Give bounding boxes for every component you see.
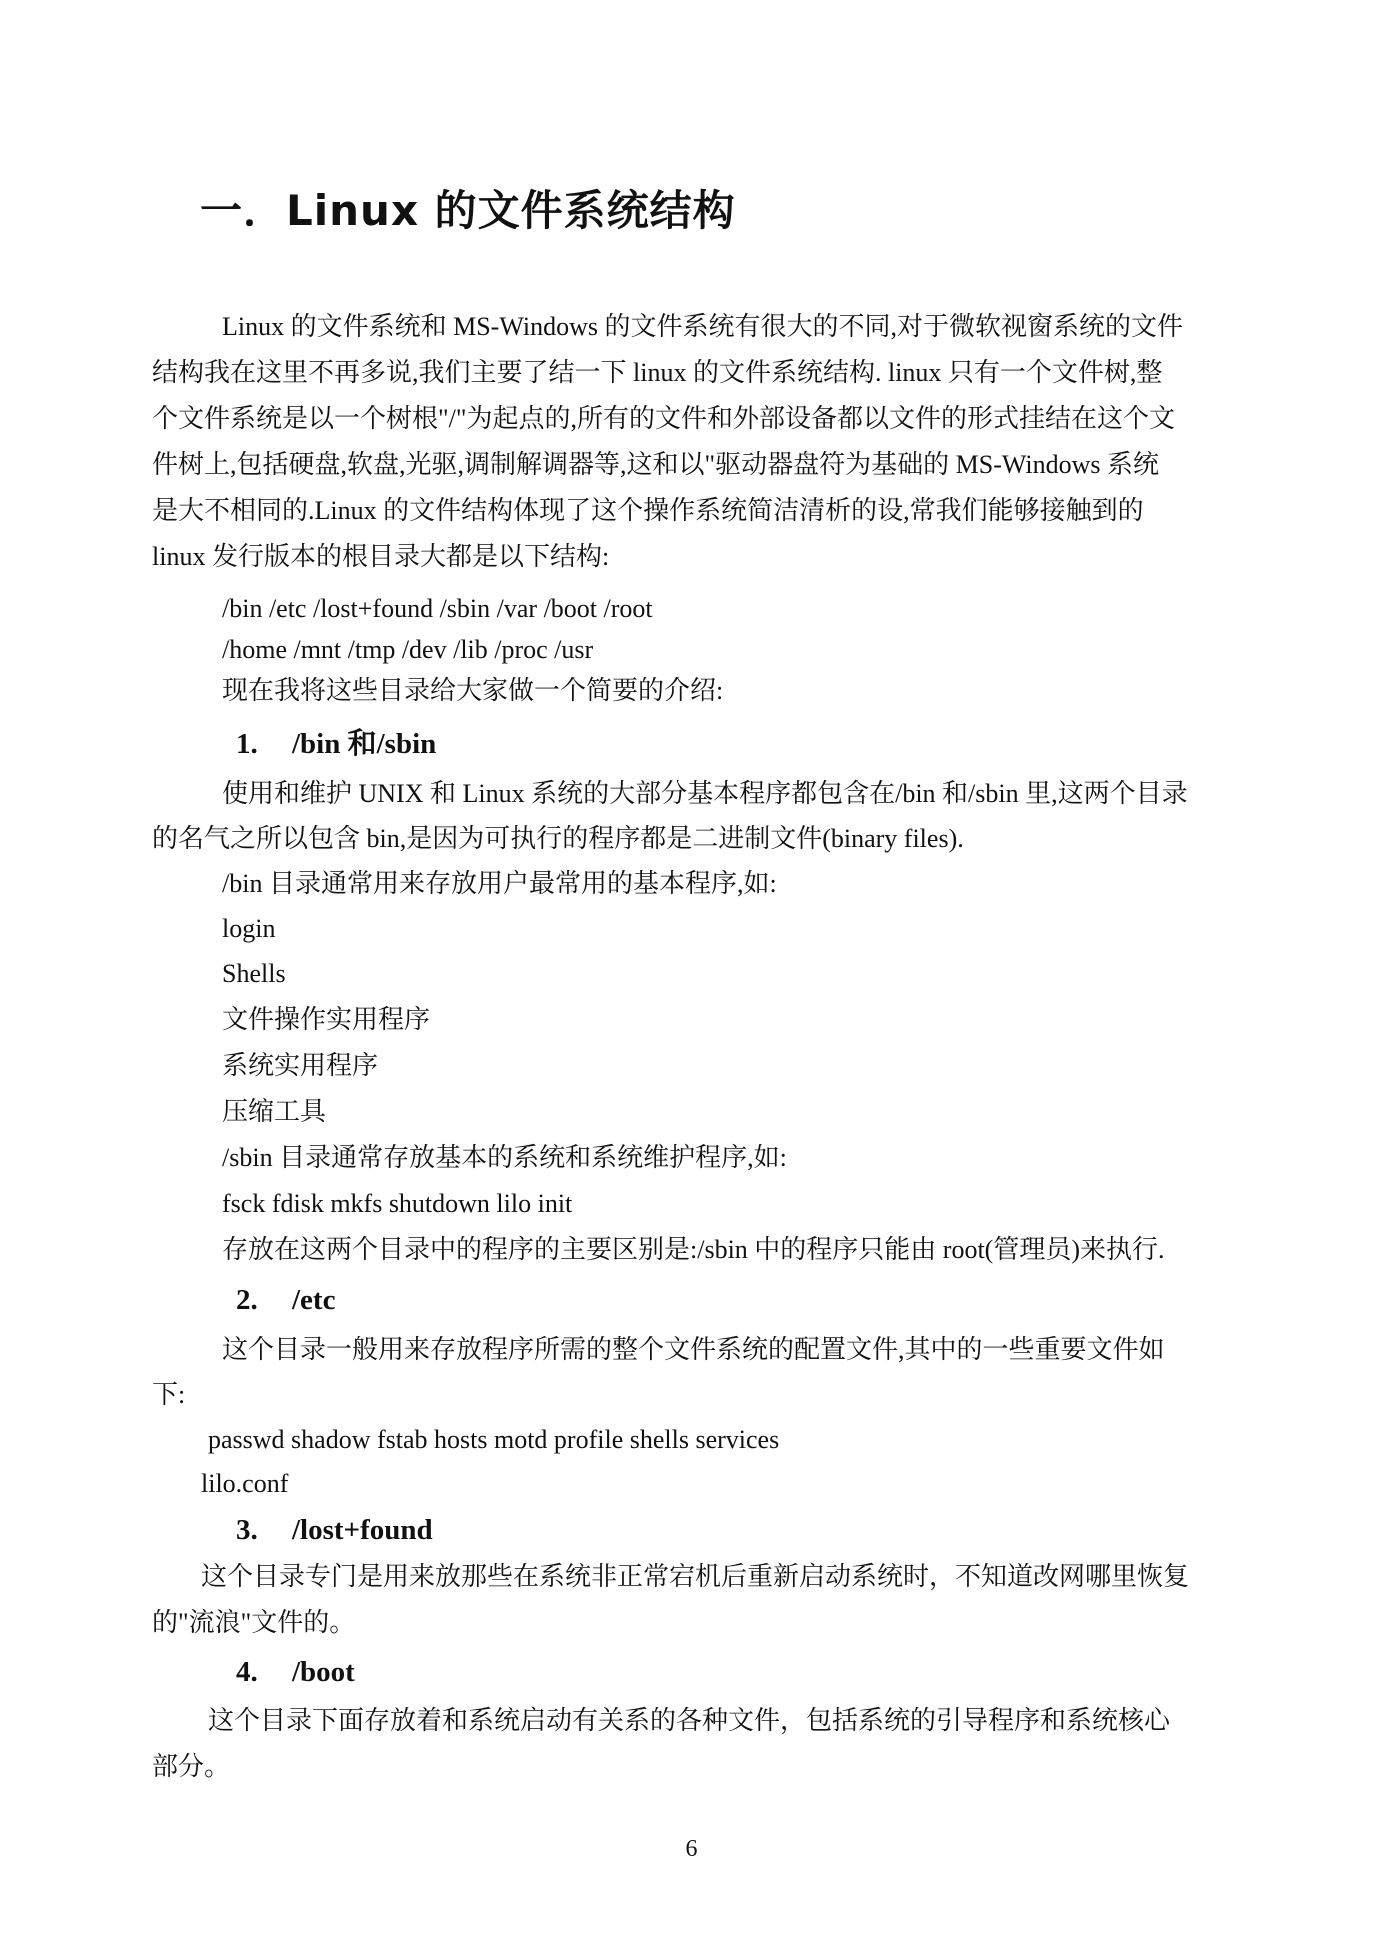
boot-para-line-1: 这个目录下面存放着和系统启动有关系的各种文件，包括系统的引导程序和系统核心	[208, 1706, 1171, 1735]
bin-item: 系统实用程序	[222, 1051, 379, 1080]
section-heading-bin	[236, 727, 436, 761]
lost-para-line-1: 这个目录专门是用来放那些在系统非正常宕机后重新启动系统时，不知道改网哪里恢复	[201, 1562, 1190, 1591]
bin-item: 文件操作实用程序	[222, 1005, 431, 1034]
etc-para-line-2: 下:	[152, 1380, 186, 1409]
bin-desc: /bin 目录通常用来存放用户最常用的基本程序,如:	[222, 869, 777, 898]
bin-item: login	[222, 914, 276, 943]
section-number: 1.	[236, 728, 258, 760]
intro-line-4: 件树上,包括硬盘,软盘,光驱,调制解调器等,这和以"驱动器盘符为基础的 MS-Windows 系统	[152, 450, 1159, 479]
section-heading-boot	[236, 1655, 355, 1689]
bin-para-line-1: 使用和维护 UNIX 和 Linux 系统的大部分基本程序都包含在/bin 和/sbin 里,这两个目录	[222, 779, 1188, 808]
page-number: 6	[685, 1836, 698, 1862]
bin-sbin-difference: 存放在这两个目录中的程序的主要区别是:/sbin 中的程序只能由 root(管理员)来执行.	[222, 1235, 1165, 1264]
boot-para-line-2: 部分。	[152, 1752, 231, 1781]
page-title: 一．Linux 的文件系统结构	[200, 186, 736, 235]
etc-files-line-1: passwd shadow fstab hosts motd profile shells services	[208, 1425, 780, 1454]
intro-end: 现在我将这些目录给大家做一个简要的介绍:	[222, 676, 724, 705]
section-number: 2.	[236, 1284, 258, 1316]
intro-line-1: Linux 的文件系统和 MS-Windows 的文件系统有很大的不同,对于微软视窗系统的文件	[222, 312, 1183, 341]
lost-para-line-2: 的"流浪"文件的。	[152, 1608, 356, 1637]
root-dirs-line-1: /bin /etc /lost+found /sbin /var /boot /root	[222, 594, 653, 623]
section-title: /lost+found	[292, 1514, 433, 1546]
section-number: 3.	[236, 1514, 258, 1546]
section-title: /etc	[292, 1284, 336, 1316]
section-heading-lost-found	[236, 1513, 433, 1547]
section-title: /boot	[292, 1656, 355, 1688]
intro-line-6: linux 发行版本的根目录大都是以下结构:	[152, 542, 610, 571]
root-dirs-line-2: /home /mnt /tmp /dev /lib /proc /usr	[222, 635, 594, 664]
intro-line-5: 是大不相同的.Linux 的文件结构体现了这个操作系统简洁清析的设,常我们能够接触到的	[152, 496, 1144, 525]
intro-line-2: 结构我在这里不再多说,我们主要了结一下 linux 的文件系统结构. linux 只有一个文件树,整	[152, 358, 1163, 387]
section-title: /bin 和/sbin	[292, 728, 437, 760]
sbin-items: fsck fdisk mkfs shutdown lilo init	[222, 1189, 573, 1218]
etc-para-line-1: 这个目录一般用来存放程序所需的整个文件系统的配置文件,其中的一些重要文件如	[222, 1335, 1165, 1364]
intro-line-3: 个文件系统是以一个树根"/"为起点的,所有的文件和外部设备都以文件的形式挂结在这个文	[152, 404, 1175, 433]
bin-para-line-2: 的名气之所以包含 bin,是因为可执行的程序都是二进制文件(binary files).	[152, 824, 964, 853]
sbin-desc: /sbin 目录通常存放基本的系统和系统维护程序,如:	[222, 1143, 787, 1172]
section-number: 4.	[236, 1656, 258, 1688]
bin-item: Shells	[222, 959, 286, 988]
section-heading-etc	[236, 1283, 335, 1317]
etc-files-line-2: lilo.conf	[201, 1469, 289, 1498]
bin-item: 压缩工具	[222, 1097, 327, 1126]
